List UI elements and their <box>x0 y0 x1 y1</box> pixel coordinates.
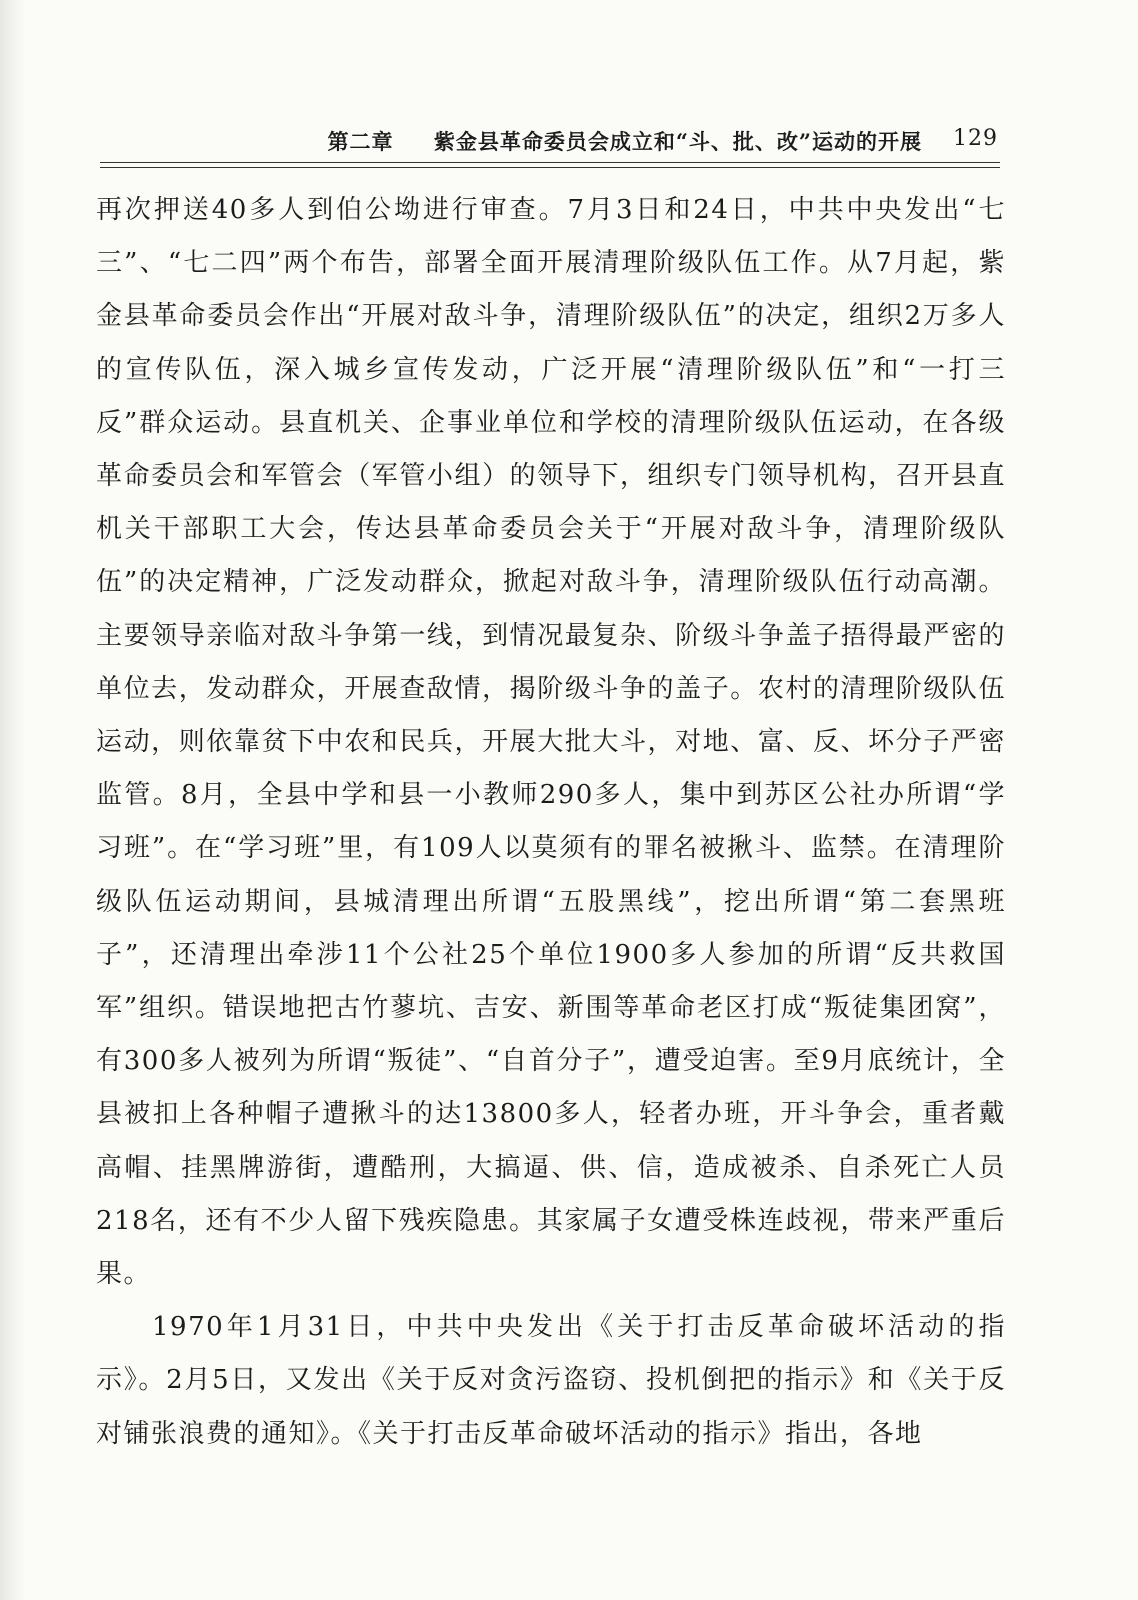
page-body <box>96 184 1006 1461</box>
page-number: 129 <box>953 126 998 151</box>
header-rule <box>100 162 1000 168</box>
running-header-text <box>328 126 922 156</box>
paragraph-2: 1970年1月31日，中共中央发出《关于打击反革命破坏活动的指示》。2月5日，又发出《关于反对贪污盗窃、投机倒把的指示》和《关于反对铺张浪费的通知》。《关于打击反革命破坏活动的指示》指出，各地 <box>96 1312 1006 1449</box>
chapter-label: 第二章 <box>327 129 394 154</box>
running-header <box>100 126 1000 162</box>
page-binding-shadow <box>0 0 26 1600</box>
paragraph-1: 再次押送40多人到伯公坳进行审查。7月3日和24日，中共中央发出“七三”、“七二四”两个布告，部署全面开展清理阶级队伍工作。从7月起，紫金县革命委员会作出“开展对敌斗争，清理阶级队伍”的决定，组织2万多人的宣传队伍，深入城乡宣传发动，广泛开展“清理阶级队伍”和“一打三反”群众运动。县直机关、企事业单位和学校的清理阶级队伍运动，在各级革命委员会和军管会（军管小组）的领导下，组织专门领导机构，召开县直机关干部职工大会，传达县革命委员会关于“开展对敌斗争，清理阶级队伍”的决定精神，广泛发动群众，掀起对敌斗争，清理阶级队伍行动高潮。主要领导亲临对敌斗争第一线，到情况最复杂、阶级斗争盖子捂得最严密的单位去，发动群众，开展查敌情，揭阶级斗争的盖子。农村的清理阶级队伍运动，则依靠贫下中农和民兵，开展大批大斗，对地、富、反、坏分子严密监管。8月，全县中学和县一小教师290多人，集中到苏区公社办所谓“学习班”。在“学习班”里，有109人以莫须有的罪名被揪斗、监禁。在清理阶级队伍运动期间，县城清理出所谓“五股黑线”，挖出所谓“第二套黑班子”，还清理出牵涉11个公社25个单位1900多人参加的所谓“反共救国军”组织。错误地把古竹蓼坑、吉安、新围等革命老区打成“叛徒集团窝”，有300多人被列为所谓“叛徒”、“自首分子”，遭受迫害。至9月底统计，全县被扣上各种帽子遭揪斗的达13800多人，轻者办班，开斗争会，重者戴高帽、挂黑牌游街，遭酷刑，大搞逼、供、信，造成被杀、自杀死亡人员218名，还有不少人留下残疾隐患。其家属子女遭受株连歧视，带来严重后果。 <box>96 195 1006 1290</box>
chapter-title: 紫金县革命委员会成立和“斗、批、改”运动的开展 <box>433 129 922 154</box>
